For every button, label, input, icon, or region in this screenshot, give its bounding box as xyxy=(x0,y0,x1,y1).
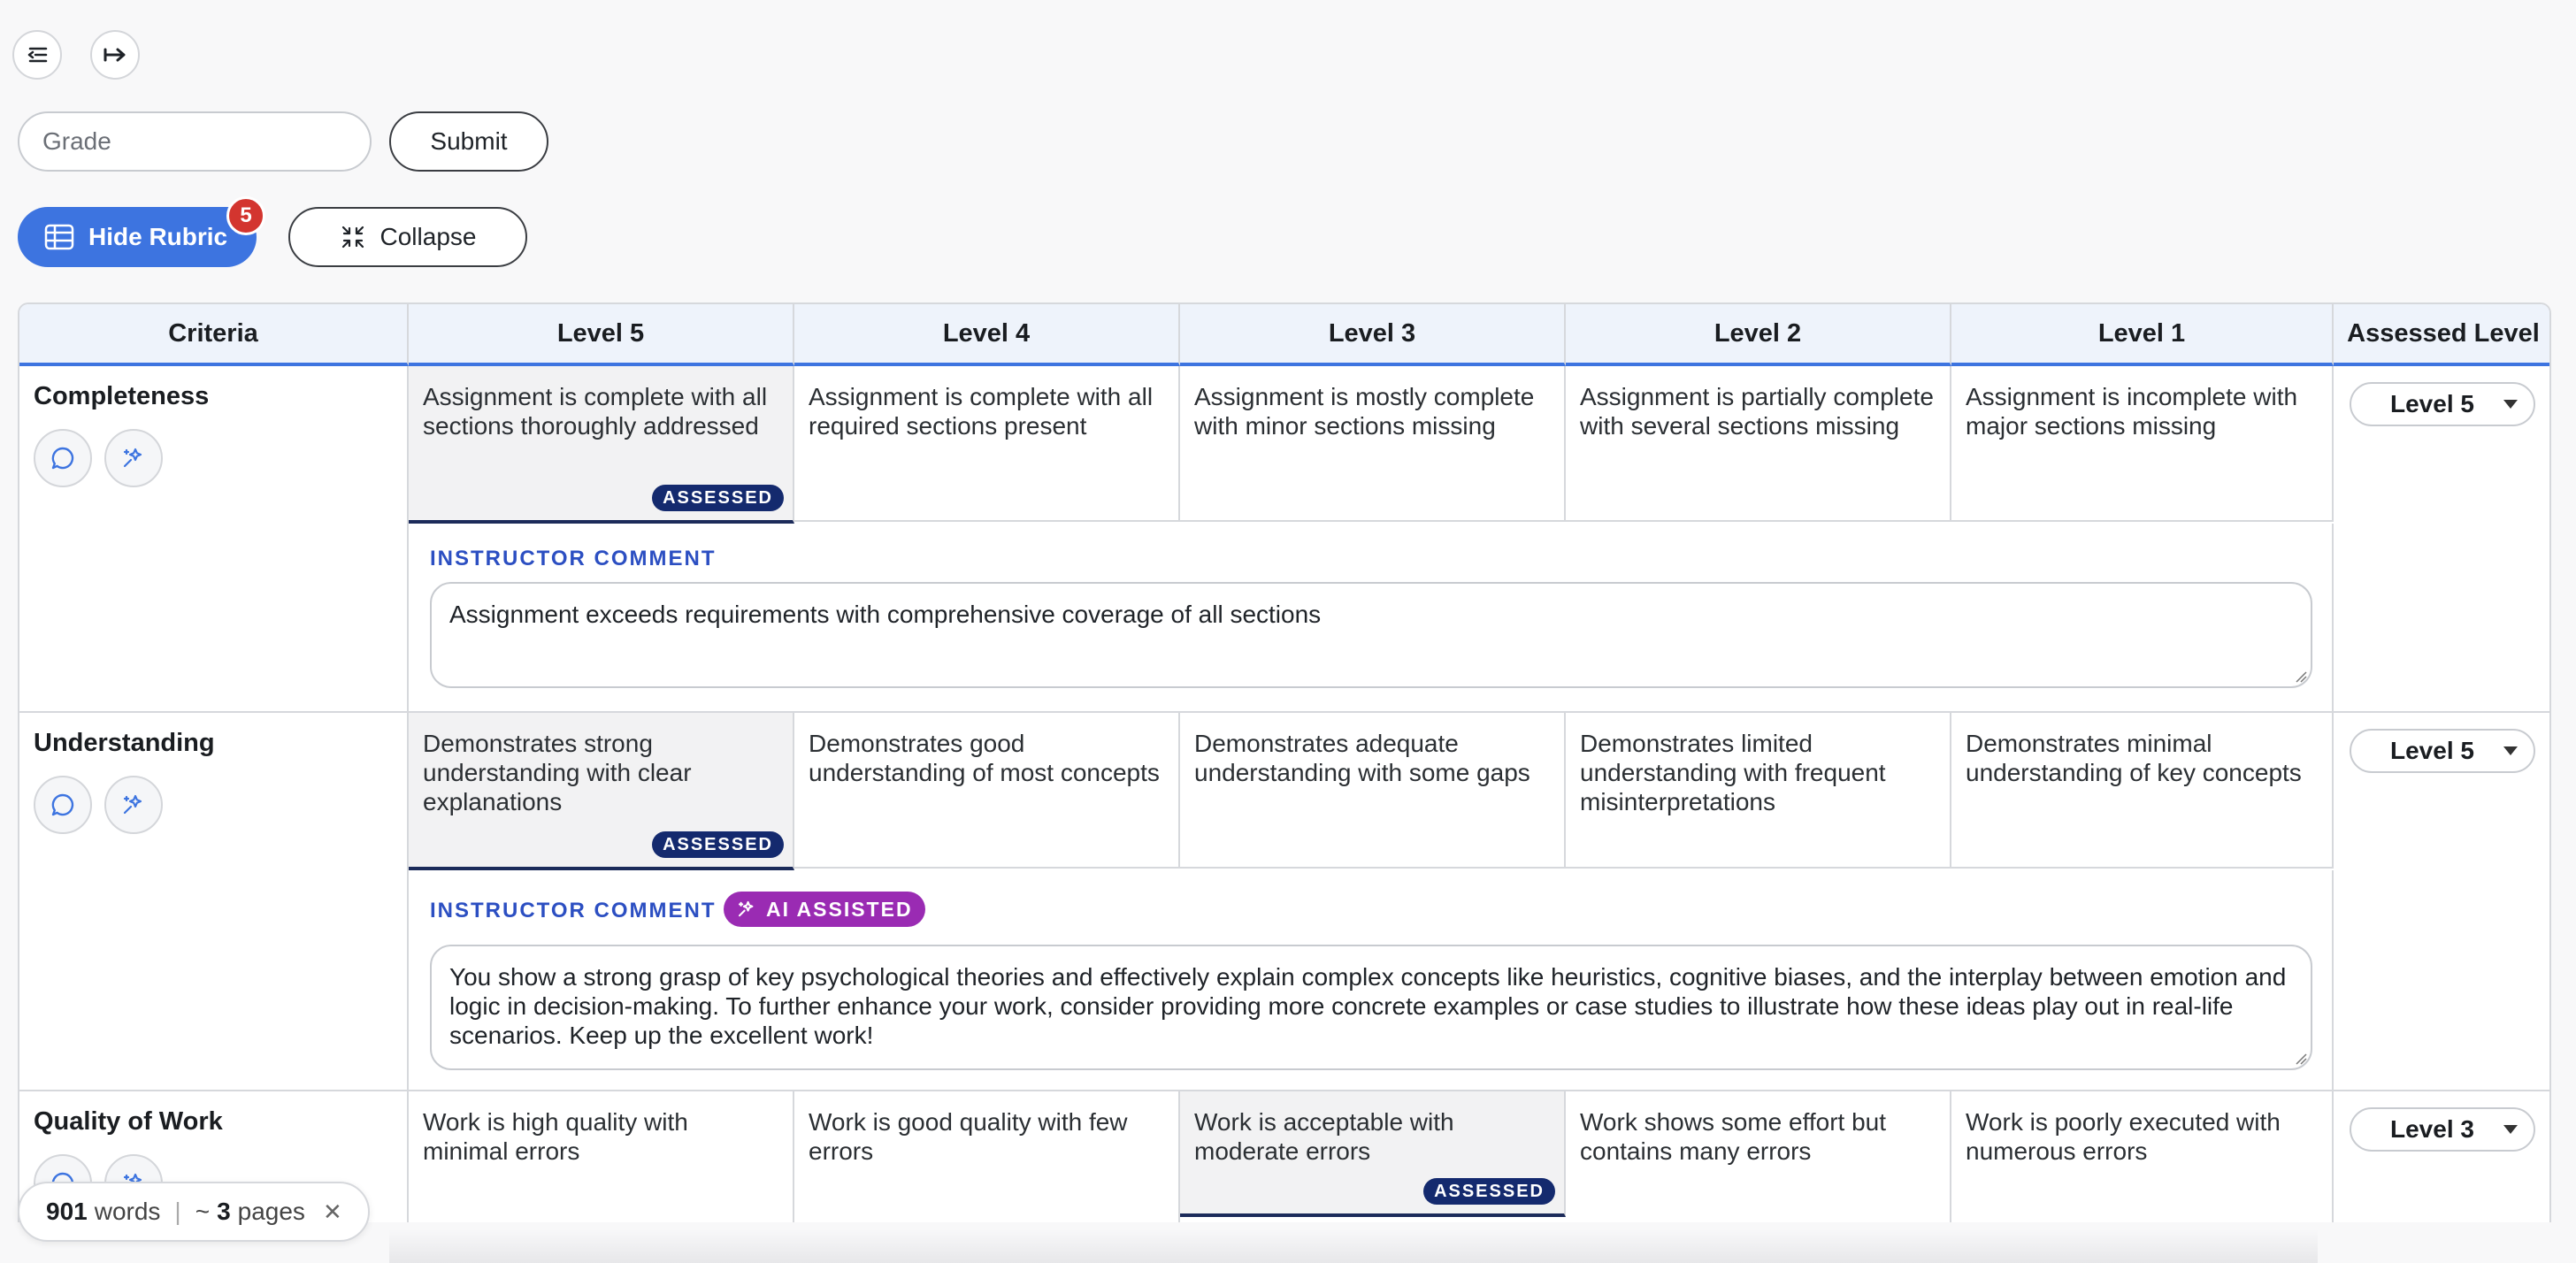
assessed-level-select[interactable] xyxy=(2350,1107,2535,1152)
ai-assisted-badge xyxy=(724,892,925,927)
header-level-2: Level 2 xyxy=(1566,304,1951,366)
comment-label: INSTRUCTOR COMMENT xyxy=(430,899,717,922)
rubric-cell-level-3[interactable] xyxy=(1180,366,1566,522)
rubric-cell-level-4[interactable] xyxy=(794,366,1180,522)
criterion-title: Quality of Work xyxy=(34,1107,223,1136)
sidebar-toggle-icon xyxy=(25,42,50,67)
header-level-4: Level 4 xyxy=(794,304,1180,366)
cell-text: Assignment is mostly complete with minor sections missing xyxy=(1194,383,1535,440)
collapse-button[interactable] xyxy=(288,207,527,267)
ai-assisted-label: AI ASSISTED xyxy=(766,897,913,921)
criterion-title: Understanding xyxy=(34,729,215,757)
separator: | xyxy=(174,1198,181,1225)
assessed-level-cell xyxy=(2334,1091,2551,1222)
assessed-tag: ASSESSED xyxy=(652,831,784,858)
pages-prefix: ~ xyxy=(195,1198,211,1225)
assessed-level-value: Level 3 xyxy=(2390,1115,2474,1143)
comment-textarea[interactable] xyxy=(430,945,2312,1070)
header-level-3: Level 3 xyxy=(1180,304,1566,366)
comment-text: Assignment exceeds requirements with comprehensive coverage of all sections xyxy=(449,601,1322,628)
cell-text: Demonstrates minimal understanding of key concepts xyxy=(1966,730,2302,786)
criterion-completeness xyxy=(19,366,409,713)
assessed-level-select[interactable] xyxy=(2350,382,2535,426)
word-count-label: words xyxy=(94,1198,161,1225)
comment-text: You show a strong grasp of key psychological theories and effectively explain complex concepts like heuristics, cognitive biases, and the interplay between emotion and logic in decision-making. To further enhance your work, consider providing more concrete examples or case studies to illustrate how these ideas play out in real-life scenarios. Keep up the excellent work! xyxy=(449,963,2287,1049)
cell-text: Demonstrates limited understanding with frequent misinterpretations xyxy=(1580,730,1886,815)
close-icon[interactable]: ✕ xyxy=(322,1198,342,1225)
rubric-cell-level-3[interactable] xyxy=(1180,1091,1566,1217)
cell-text: Assignment is complete with all required sections present xyxy=(809,383,1154,440)
page-count-label: pages xyxy=(237,1198,305,1225)
cell-text: Demonstrates adequate understanding with some gaps xyxy=(1194,730,1530,786)
instructor-comment-section xyxy=(409,870,2334,1091)
rubric-cell-level-1[interactable] xyxy=(1951,366,2334,522)
ai-assist-button[interactable] xyxy=(104,429,163,487)
cell-text: Demonstrates strong understanding with clear explanations xyxy=(423,730,692,815)
rubric-cell-level-4[interactable] xyxy=(794,1091,1180,1222)
header-level-1: Level 1 xyxy=(1951,304,2334,366)
notification-badge: 5 xyxy=(226,196,265,235)
hide-rubric-button[interactable] xyxy=(18,207,257,267)
sparkle-wand-icon xyxy=(120,792,147,818)
word-count-value: 901 xyxy=(46,1198,88,1225)
rubric-cell-level-4[interactable] xyxy=(794,713,1180,869)
assessed-level-select[interactable] xyxy=(2350,729,2535,773)
comment-label: INSTRUCTOR COMMENT xyxy=(430,547,717,570)
assessed-level-value: Level 5 xyxy=(2390,737,2474,764)
resize-handle-icon[interactable] xyxy=(2295,670,2307,683)
rubric-cell-level-2[interactable] xyxy=(1566,366,1951,522)
assessed-tag: ASSESSED xyxy=(652,485,784,511)
cell-text: Work is good quality with few errors xyxy=(809,1108,1128,1165)
scroll-shadow xyxy=(389,1229,2318,1263)
rubric-cell-level-5[interactable] xyxy=(409,713,794,870)
criterion-title: Completeness xyxy=(34,382,210,410)
comment-icon xyxy=(50,445,76,471)
comment-textarea[interactable] xyxy=(430,582,2312,688)
word-count-pill xyxy=(18,1182,370,1242)
chevron-down-icon xyxy=(2503,400,2518,409)
grade-input[interactable] xyxy=(18,111,372,172)
rubric-cell-level-1[interactable] xyxy=(1951,1091,2334,1222)
header-criteria: Criteria xyxy=(19,304,409,366)
assessed-level-value: Level 5 xyxy=(2390,390,2474,417)
cell-text: Work shows some effort but contains many errors xyxy=(1580,1108,1886,1165)
chevron-down-icon xyxy=(2503,1125,2518,1134)
collapse-label: Collapse xyxy=(380,223,477,250)
cell-text: Work is acceptable with moderate errors xyxy=(1194,1108,1454,1165)
cell-text: Assignment is incomplete with major sections missing xyxy=(1966,383,2298,440)
rubric-cell-level-5[interactable] xyxy=(409,366,794,524)
assessed-level-cell xyxy=(2334,713,2551,1091)
assessed-level-cell xyxy=(2334,366,2551,713)
rubric-cell-level-3[interactable] xyxy=(1180,713,1566,869)
criterion-understanding xyxy=(19,713,409,1091)
table-icon xyxy=(44,224,74,250)
rubric-table xyxy=(18,302,2551,1222)
cell-text: Demonstrates good understanding of most concepts xyxy=(809,730,1160,786)
expand-panel-button[interactable] xyxy=(90,30,140,80)
header-level-5: Level 5 xyxy=(409,304,794,366)
rubric-cell-level-2[interactable] xyxy=(1566,713,1951,869)
sidebar-toggle-button[interactable] xyxy=(12,30,62,80)
cell-text: Assignment is complete with all sections thoroughly addressed xyxy=(423,383,768,440)
header-assessed-level: Assessed Level xyxy=(2334,304,2551,366)
ai-assist-button[interactable] xyxy=(104,776,163,834)
rubric-cell-level-2[interactable] xyxy=(1566,1091,1951,1222)
comment-button[interactable] xyxy=(34,429,92,487)
cell-text: Work is high quality with minimal errors xyxy=(423,1108,688,1165)
submit-button[interactable]: Submit xyxy=(389,111,548,172)
collapse-arrows-icon xyxy=(340,224,366,250)
assessed-tag: ASSESSED xyxy=(1423,1178,1555,1205)
instructor-comment-section xyxy=(409,524,2334,713)
page-count-value: 3 xyxy=(217,1198,231,1225)
comment-button[interactable] xyxy=(34,776,92,834)
rubric-cell-level-5[interactable] xyxy=(409,1091,794,1222)
sparkle-wand-icon xyxy=(736,899,757,920)
rubric-cell-level-1[interactable] xyxy=(1951,713,2334,869)
cell-text: Assignment is partially complete with several sections missing xyxy=(1580,383,1934,440)
cell-text: Work is poorly executed with numerous errors xyxy=(1966,1108,2281,1165)
sparkle-wand-icon xyxy=(120,445,147,471)
resize-handle-icon[interactable] xyxy=(2295,1052,2307,1065)
hide-rubric-label: Hide Rubric xyxy=(88,223,228,250)
comment-icon xyxy=(50,792,76,818)
chevron-down-icon xyxy=(2503,746,2518,755)
arrow-right-to-line-icon xyxy=(102,42,128,67)
